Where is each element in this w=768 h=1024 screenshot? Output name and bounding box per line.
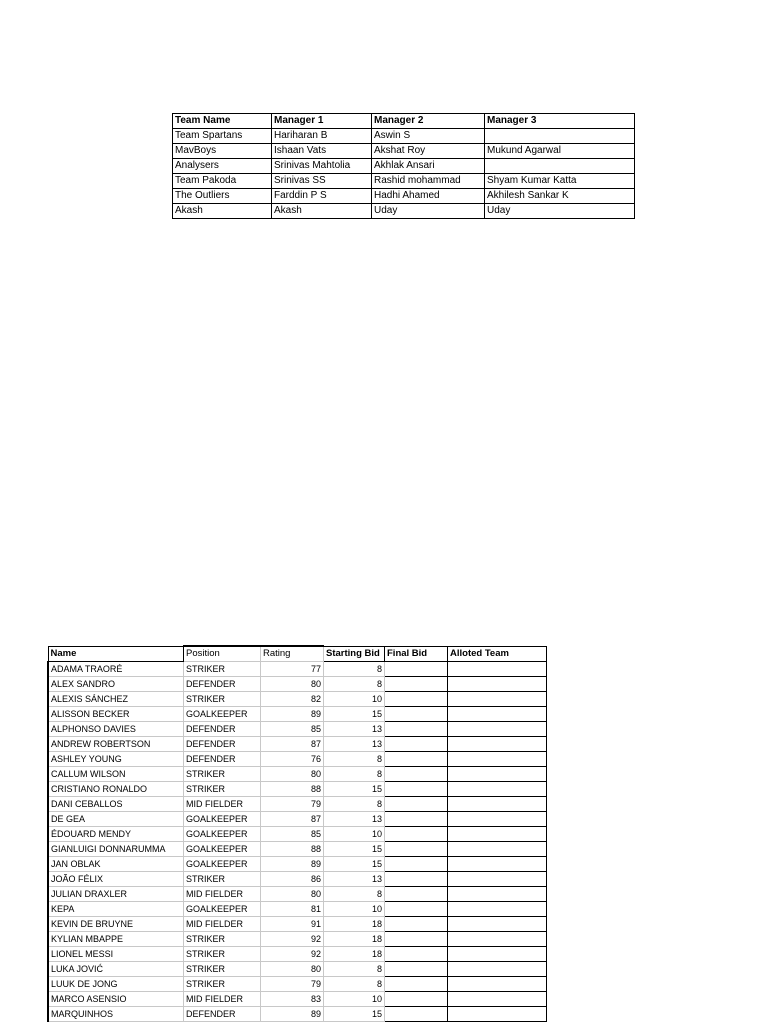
table-cell: DANI CEBALLOS [48,797,184,812]
table-cell: DEFENDER [184,677,261,692]
table-cell [448,842,547,857]
table-row [48,872,547,887]
table-cell: DEFENDER [184,722,261,737]
table-cell: GOALKEEPER [184,827,261,842]
table-cell: GOALKEEPER [184,857,261,872]
table-cell: 85 [261,827,324,842]
table-cell: 80 [261,962,324,977]
table-cell: 89 [261,857,324,872]
table-cell: 86 [261,872,324,887]
table-cell: 87 [261,812,324,827]
table-cell: 8 [324,677,385,692]
table-cell [448,662,547,677]
table-cell: CRISTIANO RONALDO [48,782,184,797]
table-cell: ÉDOUARD MENDY [48,827,184,842]
table-row [173,159,635,174]
table-cell [448,932,547,947]
table-row [48,947,547,962]
table-cell [448,962,547,977]
table-cell: Hadhi Ahamed [372,189,485,204]
table-row [48,1007,547,1022]
table-cell [385,812,448,827]
table-cell: ADAMA TRAORÉ [48,662,184,677]
table-row [48,707,547,722]
table-row [48,692,547,707]
table-cell: 8 [324,752,385,767]
column-header: Alloted Team [448,646,547,662]
table-cell: STRIKER [184,662,261,677]
table-cell [448,947,547,962]
column-header: Manager 2 [372,114,485,129]
table-cell: STRIKER [184,782,261,797]
table-row [48,722,547,737]
table-cell [448,872,547,887]
table-cell: 18 [324,947,385,962]
column-header: Rating [261,646,324,662]
table-cell: 8 [324,977,385,992]
table-cell: ALISSON BECKER [48,707,184,722]
table-cell: MID FIELDER [184,887,261,902]
table-cell: MavBoys [173,144,272,159]
table-row [48,962,547,977]
table-cell: Akshat Roy [372,144,485,159]
table-cell: 88 [261,842,324,857]
table-row [48,932,547,947]
table-cell: 80 [261,887,324,902]
table-cell: 82 [261,692,324,707]
table-cell: 15 [324,1007,385,1022]
table-cell [448,692,547,707]
table-cell [385,707,448,722]
table-cell: MID FIELDER [184,992,261,1007]
table-cell [385,962,448,977]
table-cell: 89 [261,1007,324,1022]
table-cell: 80 [261,677,324,692]
table-cell: 15 [324,782,385,797]
table-cell: KEPA [48,902,184,917]
table-cell: GOALKEEPER [184,902,261,917]
table-cell: ASHLEY YOUNG [48,752,184,767]
table-cell: DE GEA [48,812,184,827]
table-cell: Akash [173,204,272,219]
header-row [48,646,547,662]
table-cell: Team Spartans [173,129,272,144]
table-cell: 79 [261,977,324,992]
table-cell: Akhlak Ansari [372,159,485,174]
table-cell [385,662,448,677]
table-cell: Srinivas SS [272,174,372,189]
table-cell: 85 [261,722,324,737]
table-cell [385,992,448,1007]
table-cell: ALEX SANDRO [48,677,184,692]
table-cell: 81 [261,902,324,917]
table-cell: DEFENDER [184,737,261,752]
table-cell: 10 [324,692,385,707]
table-row [48,902,547,917]
table-cell: Hariharan B [272,129,372,144]
table-cell: KEVIN DE BRUYNE [48,917,184,932]
table-cell: STRIKER [184,692,261,707]
table-cell [448,977,547,992]
table-cell: 8 [324,887,385,902]
table-cell: 8 [324,797,385,812]
table-cell [448,677,547,692]
table-cell: DEFENDER [184,1007,261,1022]
table-cell [448,902,547,917]
table-row [173,144,635,159]
table-cell: 77 [261,662,324,677]
table-row [48,857,547,872]
table-cell: 79 [261,797,324,812]
column-header: Manager 1 [272,114,372,129]
header-row [173,114,635,129]
table-row [173,189,635,204]
table-cell: 8 [324,962,385,977]
table-cell: STRIKER [184,872,261,887]
table-cell [385,872,448,887]
table-cell: STRIKER [184,962,261,977]
table-cell: Srinivas Mahtolia [272,159,372,174]
players-table [47,645,547,1022]
table-cell: 13 [324,722,385,737]
table-cell: JULIAN DRAXLER [48,887,184,902]
table-cell [385,1007,448,1022]
column-header: Name [48,646,184,662]
table-cell: Uday [372,204,485,219]
table-cell: 89 [261,707,324,722]
table-cell [385,737,448,752]
table-cell: JAN OBLAK [48,857,184,872]
table-cell [385,887,448,902]
table-cell: KYLIAN MBAPPE [48,932,184,947]
table-row [173,174,635,189]
table-cell: STRIKER [184,767,261,782]
table-cell: 8 [324,662,385,677]
table-cell [448,707,547,722]
table-cell: 13 [324,872,385,887]
table-cell: 18 [324,917,385,932]
table-row [48,827,547,842]
table-cell: ALEXIS SÁNCHEZ [48,692,184,707]
table-row [48,662,547,677]
table-cell [385,677,448,692]
table-cell [385,977,448,992]
table-cell: Ishaan Vats [272,144,372,159]
table-cell: 88 [261,782,324,797]
table-cell: STRIKER [184,977,261,992]
table-row [173,204,635,219]
table-cell [385,722,448,737]
table-cell [385,902,448,917]
table-cell: MARQUINHOS [48,1007,184,1022]
table-cell: 15 [324,707,385,722]
table-cell [385,767,448,782]
table-cell: Rashid mohammad [372,174,485,189]
table-cell [385,857,448,872]
column-header: Team Name [173,114,272,129]
table-cell: 92 [261,932,324,947]
table-cell: Uday [485,204,635,219]
table-cell: MID FIELDER [184,917,261,932]
table-cell: Aswin S [372,129,485,144]
table-row [48,977,547,992]
table-cell [448,827,547,842]
table-cell: JOÃO FÉLIX [48,872,184,887]
table-row [48,782,547,797]
table-cell [385,827,448,842]
table-cell: 87 [261,737,324,752]
table-cell: 91 [261,917,324,932]
table-row [48,767,547,782]
table-cell [448,992,547,1007]
table-cell [448,1007,547,1022]
table-cell: 10 [324,992,385,1007]
table-row [48,737,547,752]
table-cell: 13 [324,812,385,827]
table-cell: Shyam Kumar Katta [485,174,635,189]
teams-table [172,113,635,219]
table-cell [485,129,635,144]
table-cell [385,842,448,857]
table-row [48,797,547,812]
table-cell: Team Pakoda [173,174,272,189]
table-row [48,812,547,827]
table-cell [385,797,448,812]
table-cell [448,797,547,812]
table-row [173,129,635,144]
table-cell: ALPHONSO DAVIES [48,722,184,737]
table-cell: 10 [324,827,385,842]
table-cell: Farddin P S [272,189,372,204]
table-row [48,677,547,692]
table-cell [485,159,635,174]
table-cell [448,917,547,932]
column-header: Final Bid [385,646,448,662]
table-row [48,992,547,1007]
table-cell: CALLUM WILSON [48,767,184,782]
table-cell [385,917,448,932]
table-row [48,887,547,902]
table-cell: LUKA JOVIĆ [48,962,184,977]
table-cell [448,737,547,752]
table-cell: GOALKEEPER [184,812,261,827]
table-cell: 8 [324,767,385,782]
table-cell: The Outliers [173,189,272,204]
table-cell [448,887,547,902]
table-cell: LUUK DE JONG [48,977,184,992]
table-cell [385,947,448,962]
table-cell [448,767,547,782]
table-cell: 83 [261,992,324,1007]
table-cell [448,752,547,767]
table-cell [385,752,448,767]
table-cell: 76 [261,752,324,767]
table-cell [385,932,448,947]
table-row [48,917,547,932]
table-cell: GIANLUIGI DONNARUMMA [48,842,184,857]
table-cell: 15 [324,857,385,872]
table-row [48,842,547,857]
table-cell: ANDREW ROBERTSON [48,737,184,752]
table-cell: 13 [324,737,385,752]
table-cell: 92 [261,947,324,962]
table-cell: Mukund Agarwal [485,144,635,159]
table-cell [385,692,448,707]
column-header: Starting Bid [324,646,385,662]
column-header: Manager 3 [485,114,635,129]
column-header: Position [184,646,261,662]
table-cell [448,857,547,872]
table-cell: STRIKER [184,947,261,962]
table-cell [385,782,448,797]
table-cell: GOALKEEPER [184,842,261,857]
table-cell [448,782,547,797]
table-cell: 15 [324,842,385,857]
table-cell: MARCO ASENSIO [48,992,184,1007]
table-cell: GOALKEEPER [184,707,261,722]
table-cell [448,812,547,827]
table-cell: STRIKER [184,932,261,947]
table-cell: Akash [272,204,372,219]
table-cell: Analysers [173,159,272,174]
table-cell: Akhilesh Sankar K [485,189,635,204]
table-cell: 80 [261,767,324,782]
table-cell: LIONEL MESSI [48,947,184,962]
table-cell [448,722,547,737]
table-row [48,752,547,767]
table-cell: MID FIELDER [184,797,261,812]
table-cell: DEFENDER [184,752,261,767]
table-cell: 18 [324,932,385,947]
table-cell: 10 [324,902,385,917]
